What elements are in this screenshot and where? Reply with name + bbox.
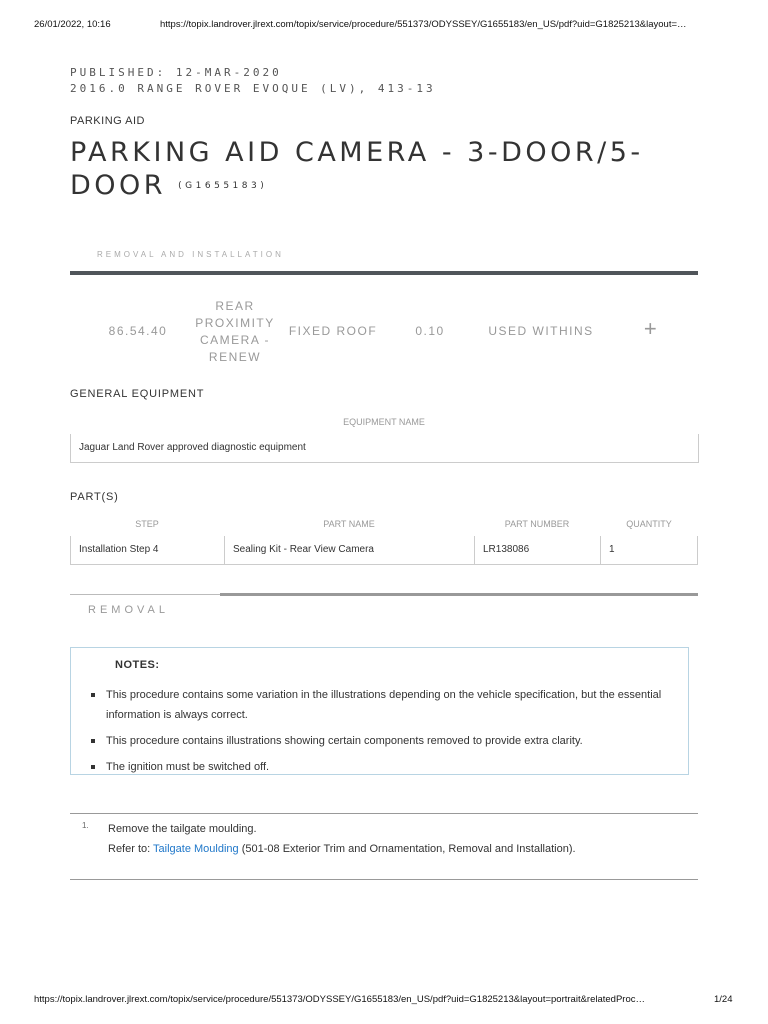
notes-title: NOTES:	[115, 659, 160, 671]
table-row	[70, 536, 698, 565]
tailgate-moulding-link[interactable]: Tailgate Moulding	[153, 843, 239, 855]
vehicle-info: 2016.0 RANGE ROVER EVOQUE (LV), 413-13	[70, 82, 436, 95]
tab-divider	[70, 271, 698, 275]
page-number: 1/24	[714, 994, 733, 1005]
notes-list	[91, 685, 671, 783]
step-divider-top	[70, 813, 698, 814]
parts-header-step: STEP	[135, 519, 159, 529]
equipment-item: Jaguar Land Rover approved diagnostic equipment	[79, 442, 306, 453]
operation-code: 86.54.40	[108, 324, 168, 338]
print-date: 26/01/2022, 10:16	[34, 19, 111, 30]
print-footer-url: https://topix.landrover.jlrext.com/topix/service/procedure/551373/ODYSSEY/G1655183/en_US/pdf?uid=G1825213&layout=portrait&relatedProc…	[34, 994, 645, 1005]
part-step: Installation Step 4	[70, 536, 224, 564]
equipment-table	[70, 434, 699, 463]
operation-variant: FIXED ROOF	[288, 324, 378, 338]
refer-prefix: Refer to:	[108, 843, 154, 855]
removal-divider-left	[70, 594, 220, 595]
removal-heading: REMOVAL	[88, 604, 169, 616]
step-instruction: Remove the tailgate moulding.	[108, 823, 257, 835]
step-reference	[108, 839, 576, 859]
title-code: (G1655183)	[178, 181, 268, 191]
page-title	[70, 136, 670, 203]
notes-box	[70, 647, 689, 775]
parts-header-number: PART NUMBER	[504, 519, 570, 529]
step-number: 1.	[82, 821, 89, 830]
operation-row	[70, 296, 698, 368]
expand-plus-icon[interactable]: +	[643, 316, 659, 341]
removal-divider-right	[220, 593, 698, 596]
equipment-name-header: EQUIPMENT NAME	[343, 417, 425, 427]
part-quantity: 1	[600, 536, 698, 564]
section-label: PARKING AID	[70, 115, 145, 127]
refer-suffix: (501-08 Exterior Trim and Ornamentation, Removal and Installation).	[238, 843, 576, 855]
title-text: PARKING AID CAMERA - 3-DOOR/5-DOOR	[70, 137, 644, 201]
operation-time: 0.10	[415, 324, 445, 338]
parts-header-quantity: QUANTITY	[626, 519, 672, 529]
step-1	[108, 819, 576, 859]
published-date: PUBLISHED: 12-MAR-2020	[70, 66, 282, 79]
general-equipment-heading: GENERAL EQUIPMENT	[70, 388, 205, 400]
list-item: This procedure contains some variation in the illustrations depending on the vehicle specification, but the essential information is always correct.	[91, 685, 671, 725]
parts-header-name: PART NAME	[323, 519, 375, 529]
list-item: This procedure contains illustrations showing certain components removed to provide extra clarity.	[91, 731, 671, 751]
print-header-url: https://topix.landrover.jlrext.com/topix/service/procedure/551373/ODYSSEY/G1655183/en_US/pdf?uid=G1825213&layout=…	[160, 19, 687, 30]
part-name: Sealing Kit - Rear View Camera	[224, 536, 474, 564]
list-item: The ignition must be switched off.	[91, 757, 671, 777]
used-withins-link[interactable]: USED WITHINS	[488, 324, 594, 338]
parts-heading: PART(S)	[70, 491, 119, 503]
step-divider-bottom	[70, 879, 698, 880]
part-number: LR138086	[474, 536, 600, 564]
operation-description: REAR PROXIMITY CAMERA - RENEW	[195, 299, 275, 364]
tab-removal-installation[interactable]: REMOVAL AND INSTALLATION	[97, 250, 284, 259]
